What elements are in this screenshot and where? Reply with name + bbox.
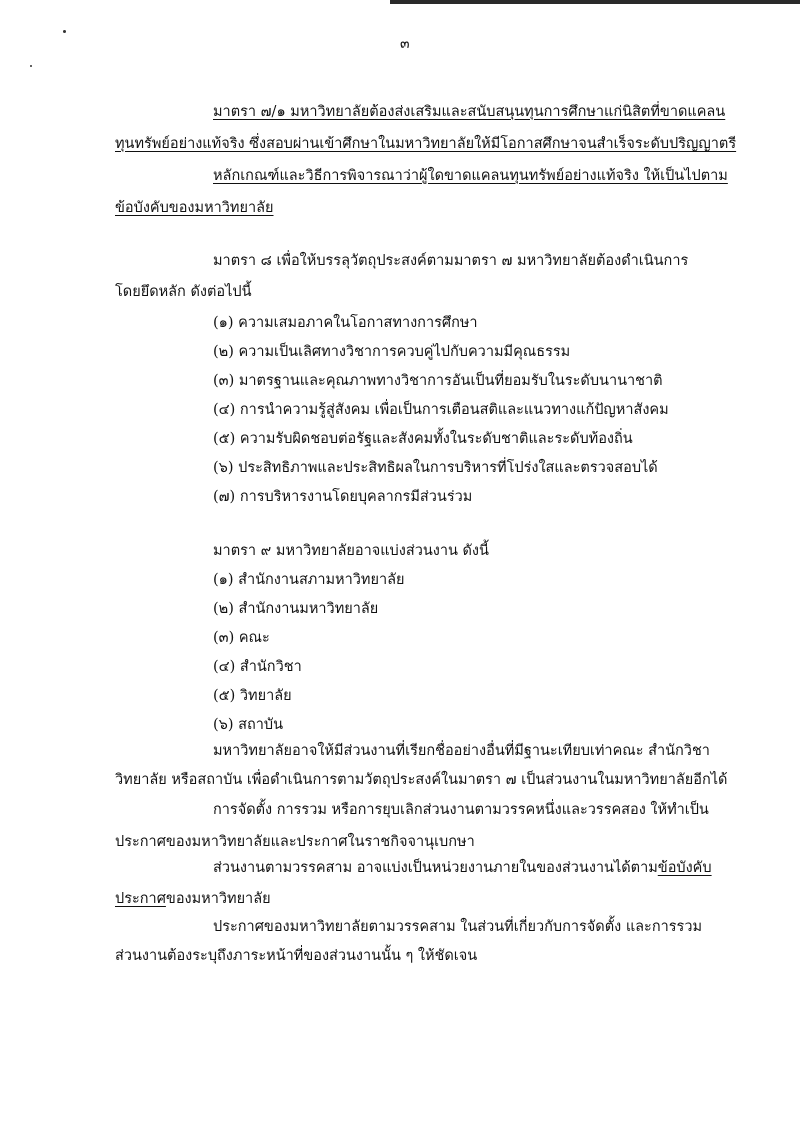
section-9-para-1-line-2: วิทยาลัย หรือสถาบัน เพื่อดำเนินการตามวัตถุประสงค์ในมาตรา ๗ เป็นส่วนงานในมหาวิทยาลัยอีกได้ [115,772,728,788]
section-8-item: (๓) มาตรฐานและคุณภาพทางวิชาการอันเป็นที่ยอมรับในระดับนานาชาติ [213,373,663,389]
scan-speck [63,30,66,33]
section-8-intro-line-1: มาตรา ๘ เพื่อให้บรรลุวัตถุประสงค์ตามมาตรา ๗ มหาวิทยาลัยต้องดำเนินการ [213,253,689,269]
section-9-para-3-line-1 [213,858,712,878]
para-3-underlined-tail: ข้อบังคับ [657,860,712,876]
section-7-1-line-1: มาตรา ๗/๑ มหาวิทยาลัยต้องส่งเสริมและสนับสนุนทุนการศึกษาแก่นิสิตที่ขาดแคลน [213,104,726,120]
section-9-item: (๕) วิทยาลัย [213,688,292,704]
para-3-rest: ของมหาวิทยาลัย [165,891,271,907]
section-8-item: (๖) ประสิทธิภาพและประสิทธิผลในการบริหารที่โปร่งใสและตรวจสอบได้ [213,460,658,476]
section-9-para-3-line-2 [115,889,271,909]
section-9-para-4-line-2: ส่วนงานต้องระบุถึงภาระหน้าที่ของส่วนงานนั้น ๆ ให้ชัดเจน [115,948,478,964]
section-9-para-4-line-1: ประกาศของมหาวิทยาลัยตามวรรคสาม ในส่วนที่เกี่ยวกับการจัดตั้ง และการรวม [213,919,703,935]
section-9-item: (๑) สำนักงานสภามหาวิทยาลัย [213,572,405,588]
section-9-item: (๓) คณะ [213,630,270,646]
section-9-para-2-line-1: การจัดตั้ง การรวม หรือการยุบเลิกส่วนงานตามวรรคหนึ่งและวรรคสอง ให้ทำเป็น [213,802,709,818]
section-9-item: (๖) สถาบัน [213,717,284,733]
section-8-item: (๕) ความรับผิดชอบต่อรัฐและสังคมทั้งในระดับชาติและระดับท้องถิ่น [213,431,633,447]
section-8-item: (๑) ความเสมอภาคในโอกาสทางการศึกษา [213,315,478,331]
para-3-text: ส่วนงานตามวรรคสาม อาจแบ่งเป็นหน่วยงานภายในของส่วนงานได้ตาม [213,860,658,876]
scan-edge-line [390,0,800,4]
section-7-1-line-2: ทุนทรัพย์อย่างแท้จริง ซึ่งสอบผ่านเข้าศึกษาในมหาวิทยาลัยให้มีโอกาสศึกษาจนสำเร็จระดับปริญญาตรี [115,136,737,152]
section-9-item: (๒) สำนักงานมหาวิทยาลัย [213,601,379,617]
section-9-intro: มาตรา ๙ มหาวิทยาลัยอาจแบ่งส่วนงาน ดังนี้ [213,543,489,559]
section-8-item: (๔) การนำความรู้สู่สังคม เพื่อเป็นการเตือนสติและแนวทางแก้ปัญหาสังคม [213,402,669,418]
section-8-item: (๗) การบริหารงานโดยบุคลากรมีส่วนร่วม [213,489,473,505]
section-9-item: (๔) สำนักวิชา [213,659,302,675]
section-9-para-2-line-2: ประกาศของมหาวิทยาลัยและประกาศในราชกิจจานุเบกษา [115,834,475,850]
section-7-1-line-3: หลักเกณฑ์และวิธีการพิจารณาว่าผู้ใดขาดแคลนทุนทรัพย์อย่างแท้จริง ให้เป็นไปตาม [213,168,728,184]
section-7-1-line-4: ข้อบังคับของมหาวิทยาลัย [115,200,274,216]
para-3-underlined-head: ประกาศ [115,891,166,907]
page-number: ๓ [400,36,410,52]
section-9-para-1-line-1: มหาวิทยาลัยอาจให้มีส่วนงานที่เรียกชื่ออย่างอื่นที่มีฐานะเทียบเท่าคณะ สำนักวิชา [213,743,710,759]
scan-speck [30,65,32,67]
section-8-intro-line-2: โดยยึดหลัก ดังต่อไปนี้ [115,284,252,300]
section-8-item: (๒) ความเป็นเลิศทางวิชาการควบคู่ไปกับความมีคุณธรรม [213,344,571,360]
